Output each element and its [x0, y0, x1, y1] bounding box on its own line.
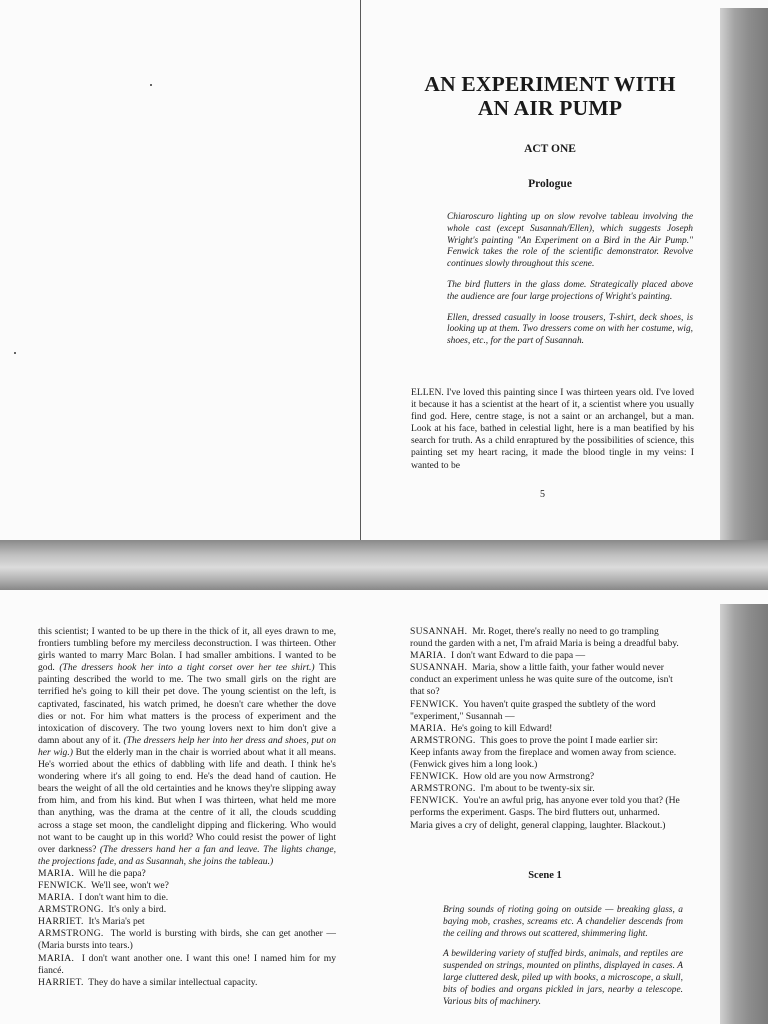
- stage-direction: A bewildering variety of stuffed birds, animals, and reptiles are suspended on strings, mounted on plinths, displayed in cases. A large cluttered desk, piled up with books, a microscope, a skull, bits of bodies and organs pickled in jars, nearby a telescope. Various bits of machinery.: [443, 949, 683, 1007]
- dialogue-line: MARIA. I don't want another one. I want this one! I named him for my fiancé.: [38, 952, 337, 976]
- right-page-dialogue: [410, 626, 680, 832]
- scene-stage-directions: [443, 905, 683, 1017]
- book-fold-line: [360, 0, 361, 540]
- dialogue-line: MARIA. He's going to kill Edward!: [410, 722, 553, 734]
- stage-direction: Chiaroscuro lighting up on slow revolve tableau involving the whole cast (except Susannah/Ellen), which suggests Joseph Wright's painting "An Experiment on a Bird in the Air Pump." Fenwick takes the role of the scientific demonstrator. Revolve continues slowly throughout this scene.: [447, 212, 693, 270]
- dialogue-line: ARMSTRONG. This goes to prove the point I made earlier sir: Keep infants away from the fireplace and women away from science. (Fenwick gives him a long look.): [410, 734, 677, 771]
- dialogue-line: ARMSTRONG. The world is bursting with birds, she can get another — (Maria bursts into tears.): [38, 928, 336, 952]
- stage-direction: Ellen, dressed casually in loose trousers, T-shirt, deck shoes, is looking up at them. Two dressers come on with her costume, wig, shoes, etc., for the part of Susannah.: [447, 312, 693, 347]
- dialogue-line: HARRIET. They do have a similar intellectual capacity.: [38, 976, 258, 988]
- dialogue-line: FENWICK. We'll see, won't we?: [38, 879, 169, 891]
- dialogue-line: FENWICK. You're an awful prig, has anyone ever told you that? (He performs the experiment. Gasps. The bird flutters out, unharmed. Maria gives a cry of delight, general clapping, laughter. Blackout.): [410, 795, 680, 831]
- dialogue-line: FENWICK. You haven't quite grasped the subtlety of the word "experiment," Susannah —: [410, 698, 656, 722]
- scene-heading: Scene 1: [528, 870, 562, 881]
- act-heading: ACT ONE: [524, 143, 576, 155]
- title-line-2: AN AIR PUMP: [477, 96, 623, 120]
- scan-speck: [150, 84, 152, 86]
- dialogue-line: SUSANNAH. Maria, show a little faith, your father would never conduct an experiment unless he was quite sure of the outcome, isn't that so?: [410, 662, 673, 698]
- dialogue-line: MARIA. I don't want him to die.: [38, 892, 169, 904]
- dialogue-line: FENWICK. How old are you now Armstrong?: [410, 771, 595, 783]
- title-line-1: AN EXPERIMENT WITH: [424, 72, 676, 96]
- prologue-heading: Prologue: [528, 178, 572, 190]
- dialogue-line: ARMSTRONG. I'm about to be twenty-six sir.: [410, 783, 595, 795]
- dialogue-line: MARIA. I don't want Edward to die papa —: [410, 650, 586, 662]
- scan-speck: [14, 352, 16, 354]
- page-number: 5: [540, 489, 545, 500]
- stage-direction: Bring sounds of rioting going on outside — breaking glass, a baying mob, crashes, screams etc. A chandelier descends from the ceiling and throws out scattered, shimmering light.: [443, 905, 683, 939]
- dialogue-line: ARMSTRONG. It's only a bird.: [38, 904, 167, 916]
- ellen-speech: ELLEN. I've loved this painting since I was thirteen years old. I've loved it because it has a scientist at the heart of it, a scientist where you usually find god. Here, centre stage, is not a saint or an archangel, but a man. Look at his face, bathed in celestial light, here is a man beatified by his search for truth. As a child enraptured by the possibilities of science, this painting set my heart racing, it made the blood tingle in my veins: I wanted to be: [411, 387, 694, 471]
- play-title: [405, 72, 695, 120]
- dialogue-line: HARRIET. It's Maria's pet: [38, 916, 145, 928]
- prologue-stage-directions: [447, 212, 693, 357]
- scan-gutter-band: [0, 540, 768, 590]
- page-edge-shadow: [720, 8, 768, 540]
- dialogue-line: SUSANNAH. Mr. Roget, there's really no need to go trampling round the garden with a net, I'm afraid Maria is being a dreadful baby.: [410, 626, 679, 650]
- left-page-text: [38, 626, 336, 989]
- dialogue-line: MARIA. Will he die papa?: [38, 867, 146, 879]
- page-edge-shadow: [720, 604, 768, 1024]
- stage-direction: The bird flutters in the glass dome. Strategically placed above the audience are four large projections of Wright's painting.: [447, 279, 693, 302]
- monologue-continued: this scientist; I wanted to be up there in the thick of it, all eyes drawn to me, frontiers tumbling before my merciless deconstruction. I was thirteen. Other girls wanted to marry Marc Bolan. I had smaller ambitions. I wanted to be god. (The dressers hook her into a tight corset over her tee shirt.) This painting described the world to me. The two small girls on the right are terrified he's going to kill their pet dove. The young scientist on the left, is captivated, fascinated, his watch primed, he doesn't care whether the dove dies or not. For him what matters is the process of experiment and the intoxication of discovery. The two young lovers next to him don't give a damn about any of it. (The dressers help her into her dress and shoes, put on her wig.) But the elderly man in the chair is worried about what it all means. He's worried about the ethics of dabbling with life and death. I think he's wondering where it's all going to end. He's the dead hand of caution. He bears the weight of all the old certainties and he knows they're slipping away from him, and from his kind. But when I was thirteen, what held me more than anything, was the drama at the centre of it all, the clouds scudding across a stage set moon, the candlelight dipping and flickering. Who would not want to be caught up in this world? Who could resist the power of light over darkness? (The dressers hand her a fan and leave. The lights change, the projections fade, and as Susannah, she joins the tableau.): [38, 626, 337, 867]
